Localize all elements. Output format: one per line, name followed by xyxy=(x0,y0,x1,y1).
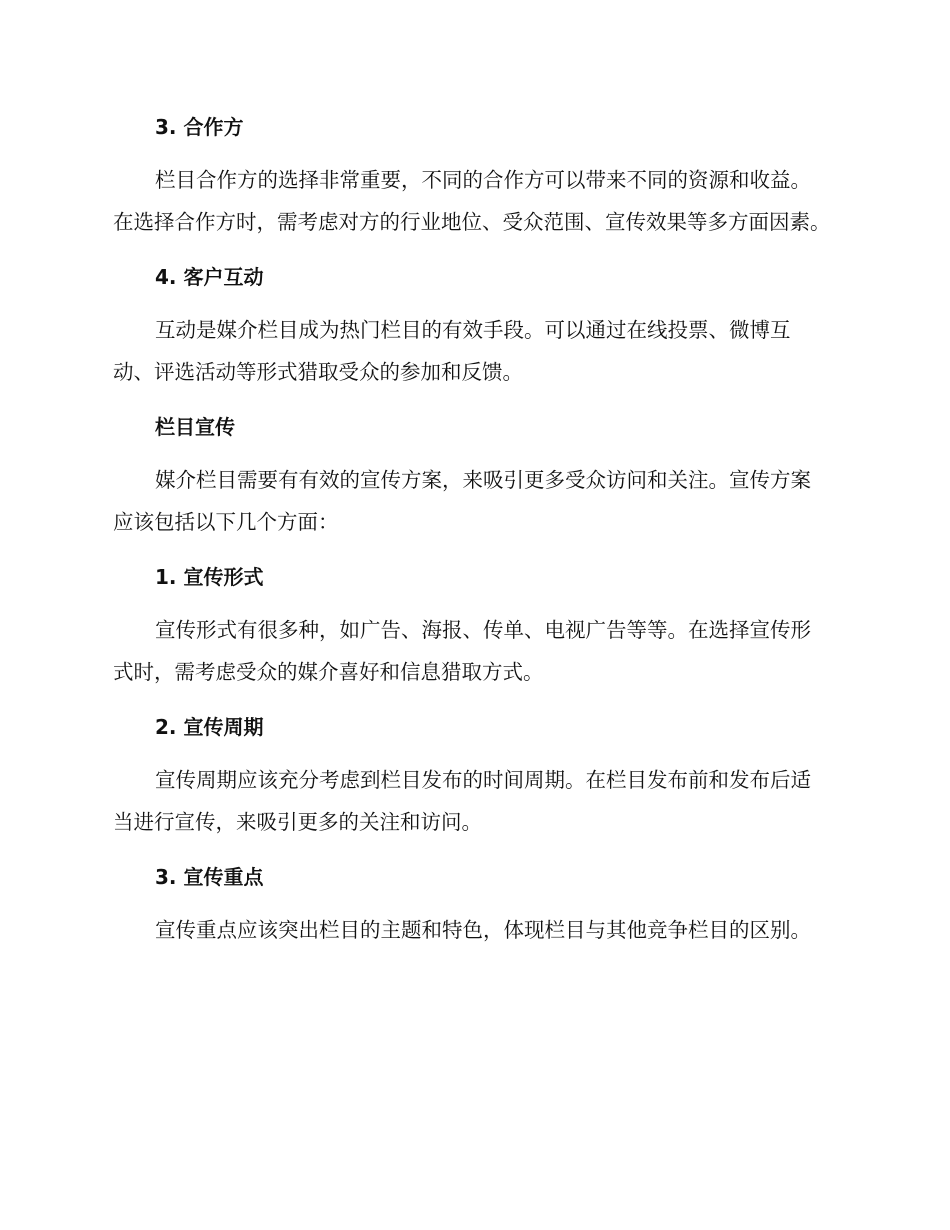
paragraph-column-promotion: 媒介栏目需要有有效的宣传方案，来吸引更多受众访问和关注。宣传方案应该包括以下几个方面： xyxy=(113,468,811,534)
document-body xyxy=(113,110,831,968)
paragraph-promotion-focus: 宣传重点应该突出栏目的主题和特色，体现栏目与其他竞争栏目的区别。 xyxy=(155,918,811,942)
paragraph-customer-interaction: 互动是媒介栏目成为热门栏目的有效手段。可以通过在线投票、微博互动、评选活动等形式猎取受众的参加和反馈。 xyxy=(113,318,791,384)
section-heading-partners: 3. 合作方 xyxy=(155,115,244,139)
paragraph-partners: 栏目合作方的选择非常重要，不同的合作方可以带来不同的资源和收益。在选择合作方时，需考虑对方的行业地位、受众范围、宣传效果等多方面因素。 xyxy=(113,168,831,234)
section-heading-promotion-form: 1. 宣传形式 xyxy=(155,565,264,589)
section-heading-column-promotion: 栏目宣传 xyxy=(155,415,235,439)
section-heading-promotion-cycle: 2. 宣传周期 xyxy=(155,715,264,739)
paragraph-promotion-form: 宣传形式有很多种，如广告、海报、传单、电视广告等等。在选择宣传形式时，需考虑受众的媒介喜好和信息猎取方式。 xyxy=(113,618,811,684)
section-heading-promotion-focus: 3. 宣传重点 xyxy=(155,865,264,889)
paragraph-promotion-cycle: 宣传周期应该充分考虑到栏目发布的时间周期。在栏目发布前和发布后适当进行宣传，来吸引更多的关注和访问。 xyxy=(113,768,811,834)
section-heading-customer-interaction: 4. 客户互动 xyxy=(155,265,264,289)
